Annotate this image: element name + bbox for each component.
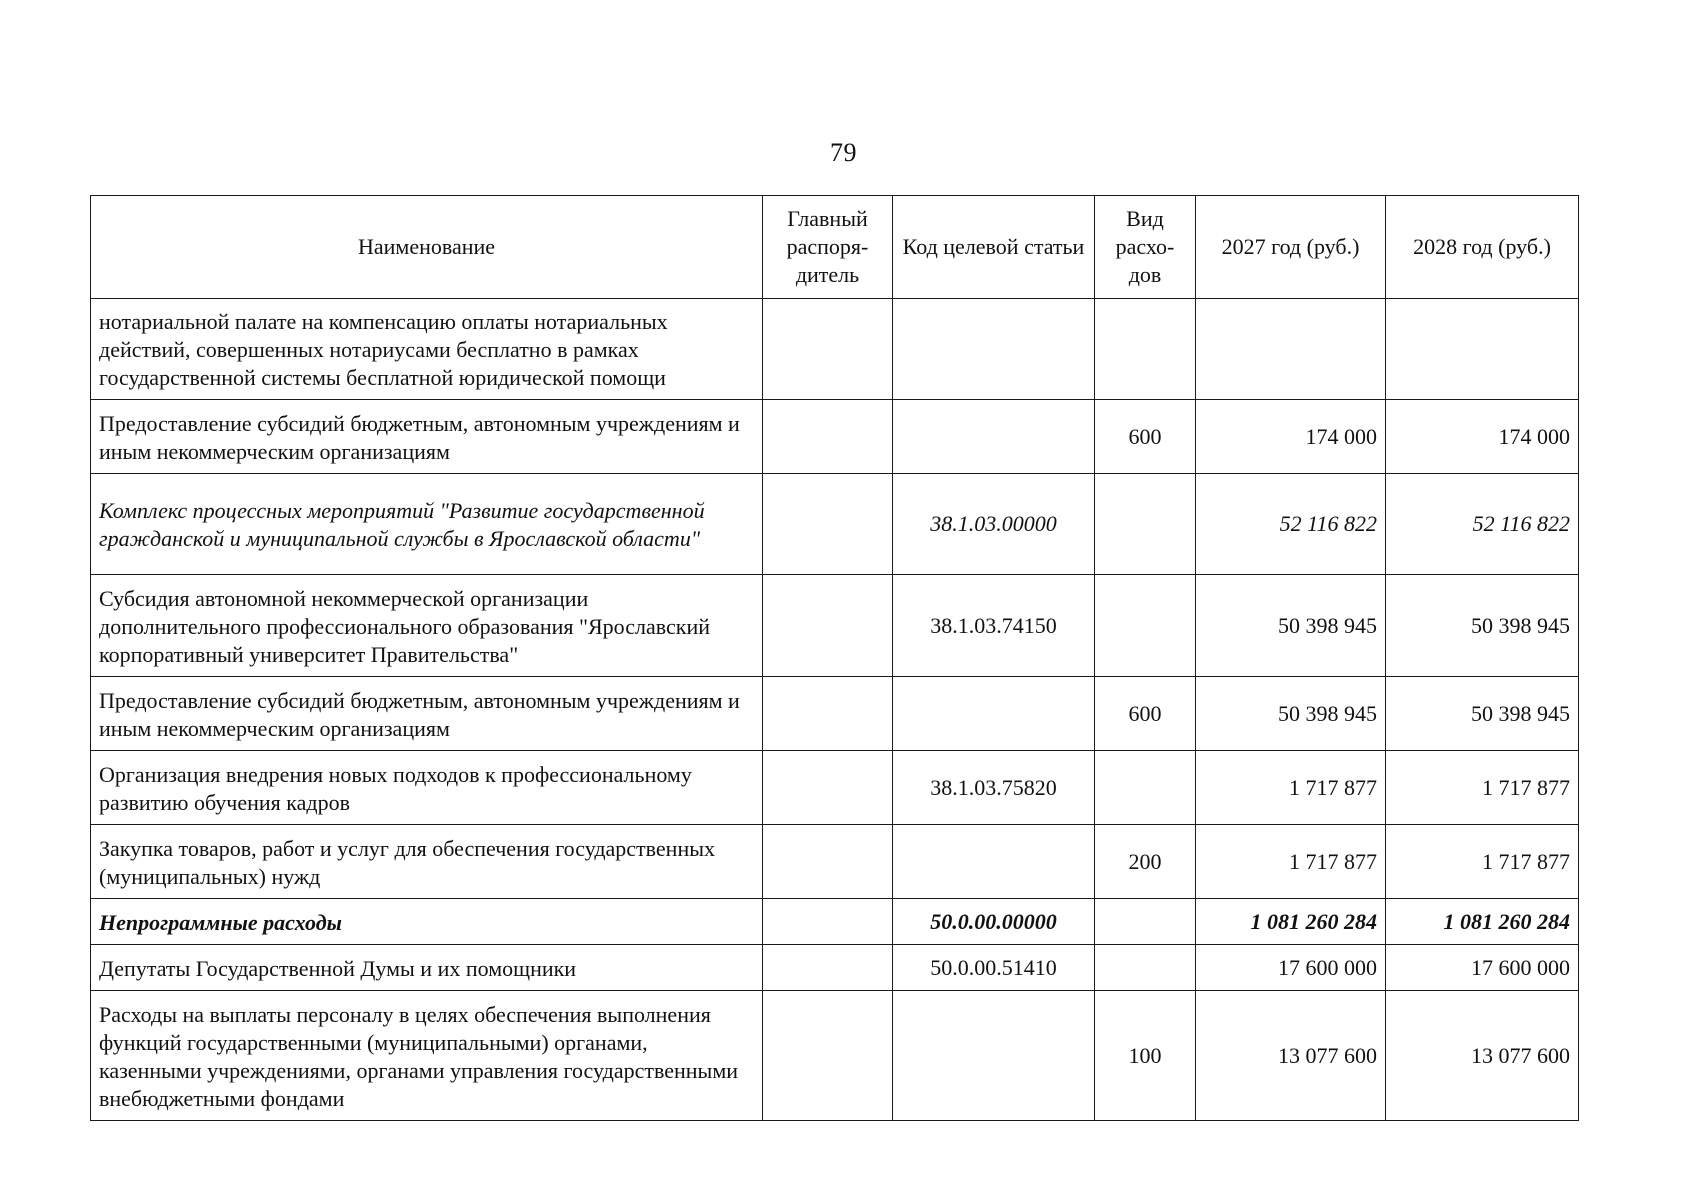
header-row <box>91 196 1579 299</box>
row-manager <box>763 575 893 677</box>
row-2027: 52 116 822 <box>1196 474 1386 575</box>
row-manager <box>763 400 893 474</box>
row-2027 <box>1196 299 1386 400</box>
row-manager <box>763 677 893 751</box>
row-manager <box>763 474 893 575</box>
row-name: Предоставление субсидий бюджетным, автономным учреждениям и иным некоммерческим организациям <box>91 400 763 474</box>
row-2027: 1 081 260 284 <box>1196 899 1386 945</box>
table-row <box>91 945 1579 991</box>
row-code: 50.0.00.00000 <box>893 899 1095 945</box>
row-code <box>893 677 1095 751</box>
row-2028 <box>1386 299 1579 400</box>
table-row <box>91 825 1579 899</box>
row-2027: 1 717 877 <box>1196 751 1386 825</box>
table-row <box>91 400 1579 474</box>
header-year-2028: 2028 год (руб.) <box>1386 196 1579 299</box>
row-code <box>893 825 1095 899</box>
header-year-2027: 2027 год (руб.) <box>1196 196 1386 299</box>
row-type <box>1095 945 1196 991</box>
row-manager <box>763 825 893 899</box>
row-type: 200 <box>1095 825 1196 899</box>
row-manager <box>763 899 893 945</box>
row-code: 38.1.03.75820 <box>893 751 1095 825</box>
row-name: Организация внедрения новых подходов к профессиональному развитию обучения кадров <box>91 751 763 825</box>
row-2028: 50 398 945 <box>1386 677 1579 751</box>
row-name: Субсидия автономной некоммерческой организации дополнительного профессионального образования "Ярославский корпоративный университет Правительства" <box>91 575 763 677</box>
row-name: Депутаты Государственной Думы и их помощники <box>91 945 763 991</box>
row-2028: 1 717 877 <box>1386 825 1579 899</box>
row-manager <box>763 299 893 400</box>
row-2027: 1 717 877 <box>1196 825 1386 899</box>
row-name: Предоставление субсидий бюджетным, автономным учреждениям и иным некоммерческим организациям <box>91 677 763 751</box>
row-type <box>1095 474 1196 575</box>
table-row <box>91 899 1579 945</box>
row-type: 600 <box>1095 400 1196 474</box>
table-row <box>91 474 1579 575</box>
row-code <box>893 299 1095 400</box>
table-row <box>91 575 1579 677</box>
row-2028: 50 398 945 <box>1386 575 1579 677</box>
row-2028: 52 116 822 <box>1386 474 1579 575</box>
row-2028: 17 600 000 <box>1386 945 1579 991</box>
header-expense-type: Вид расхо-дов <box>1095 196 1196 299</box>
row-code <box>893 991 1095 1121</box>
header-name: Наименование <box>91 196 763 299</box>
row-manager <box>763 751 893 825</box>
row-name: Расходы на выплаты персоналу в целях обеспечения выполнения функций государственными (муниципальными) органами, казенными учреждениями, органами управления государственными внебюджетными фондами <box>91 991 763 1121</box>
row-2027: 50 398 945 <box>1196 575 1386 677</box>
row-code: 50.0.00.51410 <box>893 945 1095 991</box>
row-manager <box>763 991 893 1121</box>
row-type <box>1095 299 1196 400</box>
row-type <box>1095 899 1196 945</box>
row-2027: 174 000 <box>1196 400 1386 474</box>
row-name: Комплекс процессных мероприятий "Развитие государственной гражданской и муниципальной службы в Ярославской области" <box>91 474 763 575</box>
row-code: 38.1.03.00000 <box>893 474 1095 575</box>
row-2028: 13 077 600 <box>1386 991 1579 1121</box>
row-type: 100 <box>1095 991 1196 1121</box>
row-2027: 50 398 945 <box>1196 677 1386 751</box>
budget-table <box>90 195 1579 1121</box>
table-row <box>91 677 1579 751</box>
row-name: нотариальной палате на компенсацию оплаты нотариальных действий, совершенных нотариусами бесплатно в рамках государственной системы бесплатной юридической помощи <box>91 299 763 400</box>
row-name: Непрограммные расходы <box>91 899 763 945</box>
header-manager: Главный распоря-дитель <box>763 196 893 299</box>
row-2027: 13 077 600 <box>1196 991 1386 1121</box>
table-row <box>91 991 1579 1121</box>
row-manager <box>763 945 893 991</box>
row-2028: 174 000 <box>1386 400 1579 474</box>
row-2028: 1 081 260 284 <box>1386 899 1579 945</box>
header-target-code: Код целевой статьи <box>893 196 1095 299</box>
row-2028: 1 717 877 <box>1386 751 1579 825</box>
row-type: 600 <box>1095 677 1196 751</box>
row-name: Закупка товаров, работ и услуг для обеспечения государственных (муниципальных) нужд <box>91 825 763 899</box>
row-code: 38.1.03.74150 <box>893 575 1095 677</box>
table-row <box>91 751 1579 825</box>
row-type <box>1095 751 1196 825</box>
row-2027: 17 600 000 <box>1196 945 1386 991</box>
page-number: 79 <box>830 138 857 167</box>
row-code <box>893 400 1095 474</box>
table-row <box>91 299 1579 400</box>
row-type <box>1095 575 1196 677</box>
